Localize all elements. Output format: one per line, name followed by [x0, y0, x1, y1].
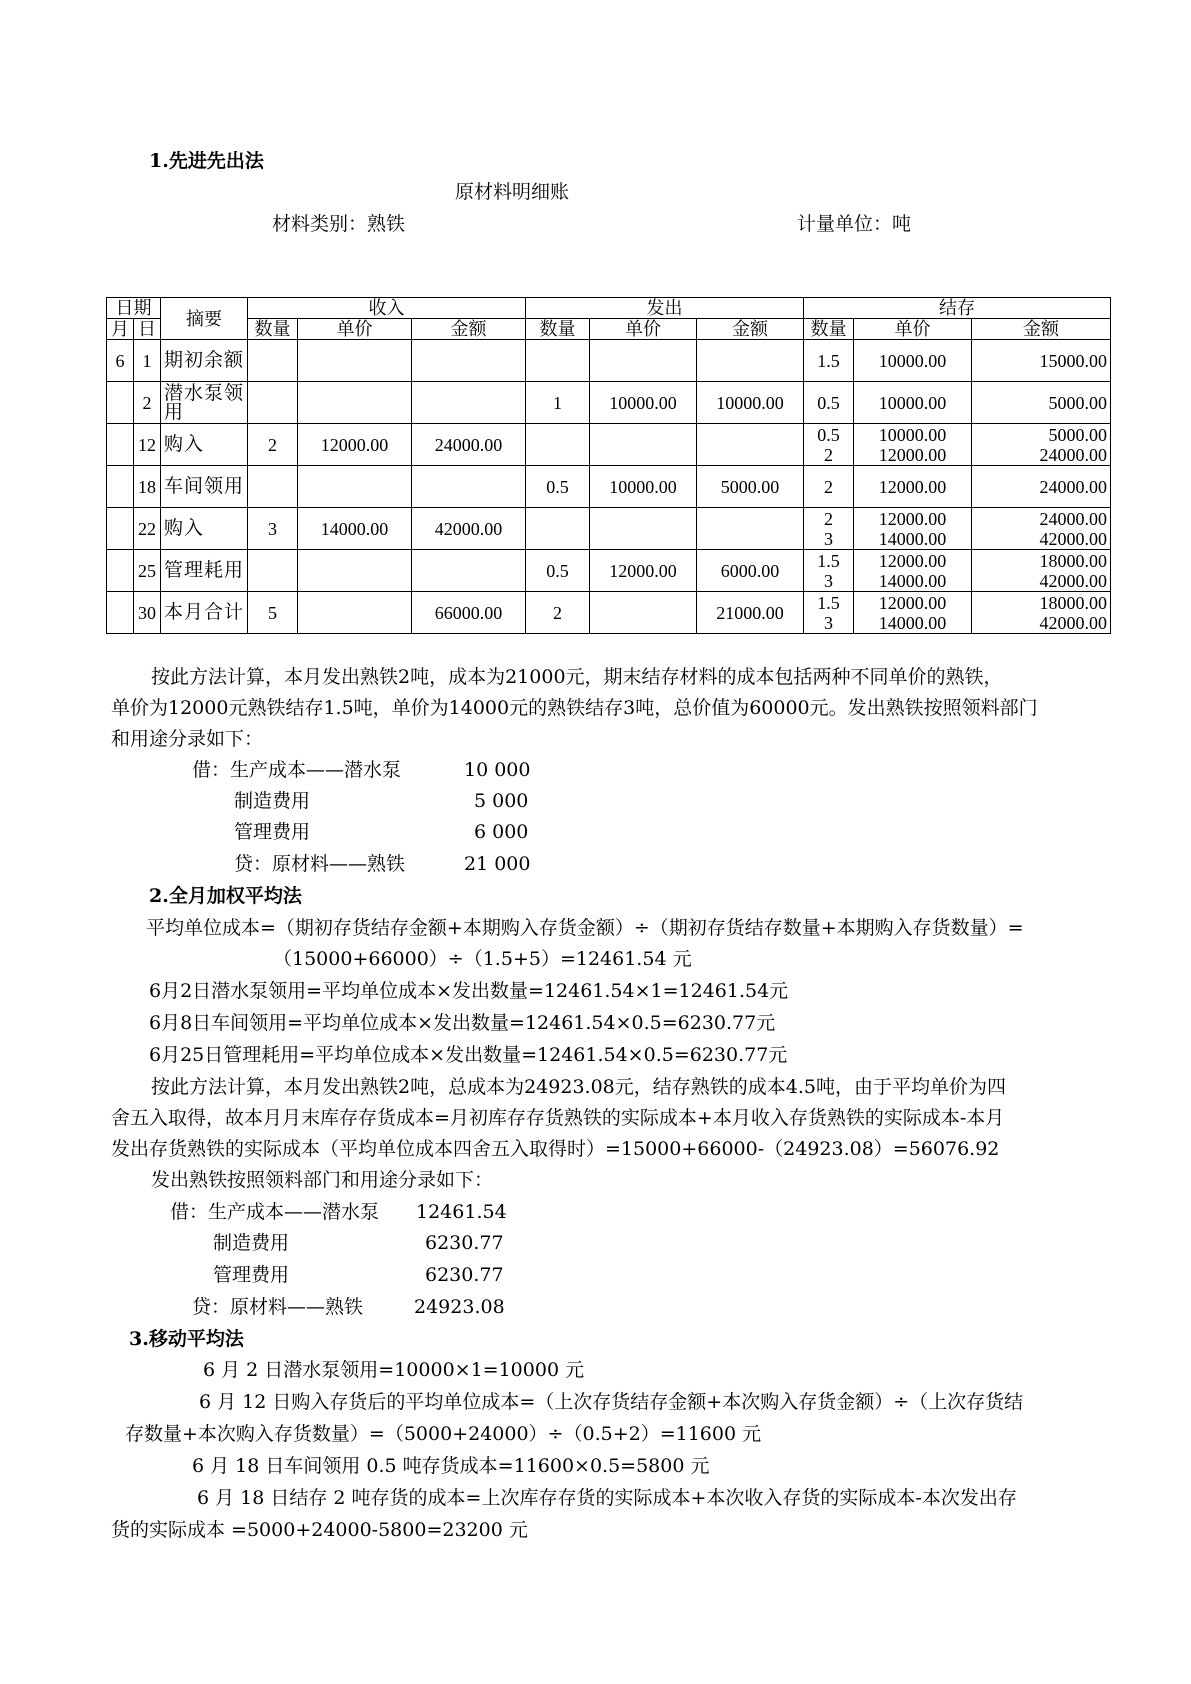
ledger-bal-price [854, 382, 972, 424]
ledger-out-price [590, 340, 697, 382]
header-bal-amount: 金额 [972, 319, 1111, 340]
ledger-in-amount [412, 466, 526, 508]
ledger-in-amount: 66000.00 [412, 592, 526, 634]
ledger-row [107, 382, 1111, 424]
s2-para-line-1: 按此方法计算，本月发出熟铁2吨，总成本为24923.08元，结存熟铁的成本4.5吨，由于平均单价为四 [151, 1076, 1006, 1098]
ledger-bal-amount-line: 24000.00 [1039, 476, 1108, 497]
ledger-bal-price-line: 12000.00 [878, 592, 947, 613]
ledger-in-qty: 3 [248, 508, 298, 550]
header-income: 收入 [248, 298, 526, 319]
ledger-bal-amount-line: 5000.00 [1048, 424, 1108, 445]
ledger-bal-price-line: 12000.00 [878, 444, 947, 465]
ledger-bal-qty [804, 550, 854, 592]
ledger-in-price: 12000.00 [298, 424, 412, 466]
ledger-bal-price-line: 12000.00 [878, 476, 947, 497]
ledger-month [107, 550, 134, 592]
section2-title: 2.全月加权平均法 [149, 885, 302, 907]
s3-line-2b: 存数量+本次购入存货数量）=（5000+24000）÷（0.5+2）=11600 元 [125, 1423, 762, 1445]
ledger-row [107, 550, 1111, 592]
ledger-in-amount [412, 340, 526, 382]
ledger-in-amount: 24000.00 [412, 424, 526, 466]
s2-formula-2: （15000+66000）÷（1.5+5）=12461.54 元 [273, 948, 692, 970]
ledger-bal-amount-line: 18000.00 [1039, 550, 1108, 571]
material-category: 材料类别：熟铁 [272, 213, 406, 235]
ledger-bal-price [854, 424, 972, 466]
ledger-summary: 购入 [161, 424, 248, 466]
s1-entry-amount-4: 21 000 [464, 853, 531, 875]
ledger-bal-qty-line: 2 [824, 444, 834, 465]
s2-line-1: 6月2日潜水泵领用=平均单位成本×发出数量=12461.54×1=12461.54元 [149, 980, 789, 1002]
header-in-amount: 金额 [412, 319, 526, 340]
ledger-bal-amount-line: 18000.00 [1039, 592, 1108, 613]
ledger-in-qty [248, 550, 298, 592]
ledger-bal-price-line: 14000.00 [878, 570, 947, 591]
s2-entry-label-4: 贷：原材料——熟铁 [192, 1296, 364, 1318]
ledger-bal-price-line: 10000.00 [878, 350, 947, 371]
ledger-out-price [590, 592, 697, 634]
s2-line-2: 6月8日车间领用=平均单位成本×发出数量=12461.54×0.5=6230.77元 [149, 1012, 776, 1034]
s3-line-3: 6 月 18 日车间领用 0.5 吨存货成本=11600×0.5=5800 元 [192, 1455, 710, 1477]
s2-para-line-2: 舍五入取得，故本月月末库存存货成本=月初库存存货熟铁的实际成本+本月收入存货熟铁的实际成本-本月 [111, 1107, 1005, 1129]
ledger-bal-amount [972, 340, 1111, 382]
ledger-summary: 潜水泵领用 [161, 382, 248, 424]
measure-unit: 计量单位：吨 [797, 213, 912, 235]
s2-para-2: 发出熟铁按照领料部门和用途分录如下： [151, 1169, 494, 1191]
s2-entry-label-1: 借：生产成本——潜水泵 [170, 1201, 380, 1223]
header-summary: 摘要 [161, 298, 248, 340]
ledger-bal-amount [972, 508, 1111, 550]
header-bal-price: 单价 [854, 319, 972, 340]
ledger-summary: 购入 [161, 508, 248, 550]
s3-line-2a: 6 月 12 日购入存货后的平均单位成本=（上次存货结存金额+本次购入存货金额）÷（上次存货结 [199, 1391, 1024, 1413]
s2-para-line-3: 发出存货熟铁的实际成本（平均单位成本四舍五入取得时）=15000+66000-（24923.08）=56076.92 [111, 1138, 1000, 1160]
ledger-row [107, 340, 1111, 382]
ledger-out-price [590, 424, 697, 466]
s1-entry-label-2: 制造费用 [234, 790, 311, 812]
s1-entry-label-3: 管理费用 [234, 821, 311, 843]
s1-para-line-3: 和用途分录如下： [111, 728, 264, 750]
ledger-out-price: 10000.00 [590, 382, 697, 424]
ledger-month [107, 466, 134, 508]
ledger-bal-qty-line: 1.5 [817, 350, 840, 371]
ledger-in-price: 14000.00 [298, 508, 412, 550]
ledger-in-price [298, 592, 412, 634]
ledger-out-amount: 21000.00 [697, 592, 804, 634]
ledger-bal-amount-line: 42000.00 [1039, 570, 1108, 591]
ledger-row [107, 508, 1111, 550]
ledger-bal-amount [972, 466, 1111, 508]
header-in-price: 单价 [298, 319, 412, 340]
header-out-price: 单价 [590, 319, 697, 340]
ledger-bal-amount-line: 5000.00 [1048, 392, 1108, 413]
ledger-summary: 管理耗用 [161, 550, 248, 592]
ledger-out-qty [526, 424, 590, 466]
ledger-bal-qty-line: 0.5 [817, 424, 840, 445]
ledger-out-price [590, 508, 697, 550]
s2-entry-amount-4: 24923.08 [414, 1296, 505, 1318]
s1-entry-label-4: 贷：原材料——熟铁 [234, 853, 406, 875]
ledger-summary: 期初余额 [161, 340, 248, 382]
s2-line-3: 6月25日管理耗用=平均单位成本×发出数量=12461.54×0.5=6230.77元 [149, 1044, 788, 1066]
ledger-bal-amount-line: 42000.00 [1039, 528, 1108, 549]
ledger-bal-amount [972, 550, 1111, 592]
ledger-in-price [298, 466, 412, 508]
ledger-bal-qty [804, 340, 854, 382]
ledger-month [107, 382, 134, 424]
ledger-bal-qty-line: 2 [824, 476, 834, 497]
ledger-month [107, 592, 134, 634]
ledger-in-amount: 42000.00 [412, 508, 526, 550]
ledger-bal-qty [804, 382, 854, 424]
s3-line-4b: 货的实际成本 =5000+24000-5800=23200 元 [111, 1519, 528, 1541]
ledger-row [107, 424, 1111, 466]
ledger-title: 原材料明细账 [455, 181, 570, 203]
s3-line-4a: 6 月 18 日结存 2 吨存货的成本=上次库存存货的实际成本+本次收入存货的实际成本-本次发出存 [197, 1487, 1017, 1509]
ledger-in-qty [248, 382, 298, 424]
ledger-summary: 本月合计 [161, 592, 248, 634]
header-balance: 结存 [804, 298, 1111, 319]
s1-entry-amount-3: 6 000 [474, 821, 529, 843]
ledger-out-amount: 5000.00 [697, 466, 804, 508]
ledger-out-amount: 10000.00 [697, 382, 804, 424]
ledger-bal-price-line: 10000.00 [878, 424, 947, 445]
ledger-bal-price [854, 466, 972, 508]
ledger-out-qty: 2 [526, 592, 590, 634]
ledger-summary: 车间领用 [161, 466, 248, 508]
ledger-bal-qty-line: 1.5 [817, 550, 840, 571]
ledger-bal-amount-line: 24000.00 [1039, 508, 1108, 529]
ledger-in-amount [412, 382, 526, 424]
ledger-out-amount [697, 340, 804, 382]
section3-title: 3.移动平均法 [129, 1328, 244, 1350]
ledger-out-amount [697, 424, 804, 466]
ledger-bal-amount [972, 424, 1111, 466]
ledger-month: 6 [107, 340, 134, 382]
ledger-bal-price [854, 340, 972, 382]
ledger-bal-price [854, 550, 972, 592]
s2-entry-amount-3: 6230.77 [425, 1264, 504, 1286]
ledger-bal-amount [972, 592, 1111, 634]
ledger-in-qty [248, 340, 298, 382]
s2-entry-label-3: 管理费用 [213, 1264, 290, 1286]
s1-entry-amount-2: 5 000 [474, 790, 529, 812]
ledger-bal-qty-line: 1.5 [817, 592, 840, 613]
ledger-day: 2 [134, 382, 161, 424]
ledger-out-qty [526, 508, 590, 550]
header-date: 日期 [107, 298, 161, 319]
header-out-amount: 金额 [697, 319, 804, 340]
ledger-bal-qty-line: 3 [824, 612, 834, 633]
ledger-out-price: 12000.00 [590, 550, 697, 592]
ledger-bal-qty [804, 424, 854, 466]
ledger-out-amount: 6000.00 [697, 550, 804, 592]
s2-entry-amount-1: 12461.54 [416, 1201, 507, 1223]
ledger-month [107, 508, 134, 550]
ledger-in-qty: 2 [248, 424, 298, 466]
header-in-qty: 数量 [248, 319, 298, 340]
ledger-bal-qty-line: 2 [824, 508, 834, 529]
ledger-month [107, 424, 134, 466]
ledger-in-qty: 5 [248, 592, 298, 634]
ledger-out-price: 10000.00 [590, 466, 697, 508]
s2-entry-amount-2: 6230.77 [425, 1232, 504, 1254]
ledger-in-qty [248, 466, 298, 508]
header-month: 月 [107, 319, 134, 340]
ledger-day: 18 [134, 466, 161, 508]
header-day: 日 [134, 319, 161, 340]
s2-formula-1: 平均单位成本=（期初存货结存金额+本期购入存货金额）÷（期初存货结存数量+本期购入存货数量）= [146, 917, 1024, 939]
s1-entry-label-1: 借：生产成本——潜水泵 [192, 759, 402, 781]
ledger-bal-price-line: 14000.00 [878, 612, 947, 633]
s1-para-line-2: 单价为12000元熟铁结存1.5吨，单价为14000元的熟铁结存3吨，总价值为60000元。发出熟铁按照领料部门 [111, 697, 1038, 719]
s3-line-1: 6 月 2 日潜水泵领用=10000×1=10000 元 [203, 1359, 585, 1381]
ledger-in-amount [412, 550, 526, 592]
ledger-day: 12 [134, 424, 161, 466]
ledger-bal-qty-line: 3 [824, 528, 834, 549]
header-bal-qty: 数量 [804, 319, 854, 340]
ledger-row [107, 466, 1111, 508]
ledger-table [106, 297, 1111, 634]
ledger-day: 1 [134, 340, 161, 382]
ledger-bal-amount-line: 42000.00 [1039, 612, 1108, 633]
ledger-out-amount [697, 508, 804, 550]
ledger-in-price [298, 340, 412, 382]
ledger-bal-price [854, 508, 972, 550]
ledger-out-qty [526, 340, 590, 382]
ledger-day: 25 [134, 550, 161, 592]
ledger-bal-price-line: 12000.00 [878, 508, 947, 529]
ledger-day: 30 [134, 592, 161, 634]
ledger-out-qty: 1 [526, 382, 590, 424]
s2-entry-label-2: 制造费用 [213, 1232, 290, 1254]
ledger-row [107, 592, 1111, 634]
ledger-bal-price-line: 10000.00 [878, 392, 947, 413]
ledger-bal-qty-line: 0.5 [817, 392, 840, 413]
ledger-bal-price-line: 14000.00 [878, 528, 947, 549]
section1-title: 1.先进先出法 [149, 150, 264, 172]
ledger-bal-amount [972, 382, 1111, 424]
ledger-in-price [298, 550, 412, 592]
s1-entry-amount-1: 10 000 [464, 759, 531, 781]
ledger-bal-amount-line: 24000.00 [1039, 444, 1108, 465]
ledger-out-qty: 0.5 [526, 550, 590, 592]
header-issue: 发出 [526, 298, 804, 319]
ledger-bal-qty [804, 466, 854, 508]
ledger-bal-qty [804, 508, 854, 550]
ledger-bal-qty-line: 3 [824, 570, 834, 591]
s1-para-line-1: 按此方法计算，本月发出熟铁2吨，成本为21000元，期末结存材料的成本包括两种不同单价的熟铁， [151, 666, 1003, 688]
ledger-bal-amount-line: 15000.00 [1039, 350, 1108, 371]
ledger-in-price [298, 382, 412, 424]
ledger-bal-qty [804, 592, 854, 634]
ledger-bal-price [854, 592, 972, 634]
ledger-day: 22 [134, 508, 161, 550]
header-out-qty: 数量 [526, 319, 590, 340]
ledger-bal-price-line: 12000.00 [878, 550, 947, 571]
ledger-out-qty: 0.5 [526, 466, 590, 508]
